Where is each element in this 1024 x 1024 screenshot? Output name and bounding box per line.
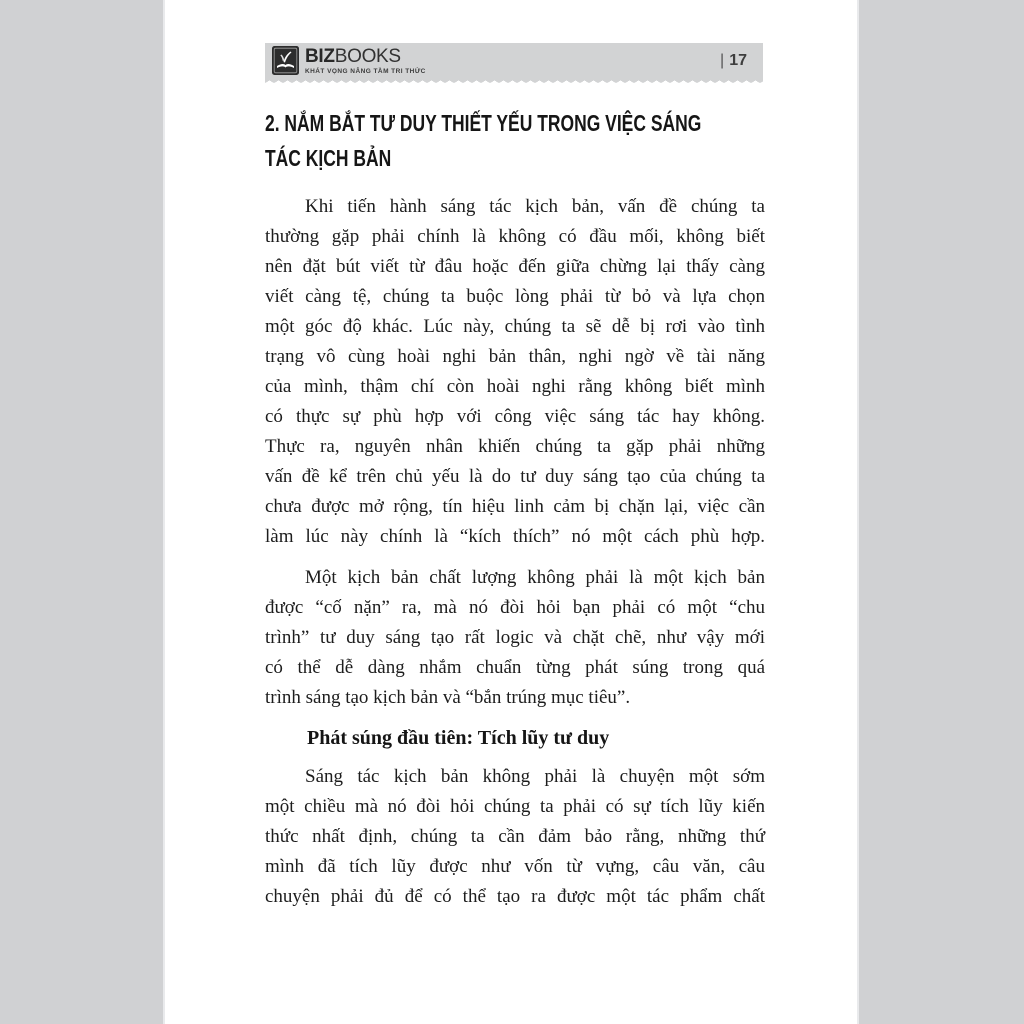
text-line: thức nhất định, chúng ta cần đảm bảo rằng, những thứ (265, 826, 765, 847)
brand-books: BOOKS (334, 45, 401, 67)
text-line: Khi tiến hành sáng tác kịch bản, vấn đề chúng ta (305, 196, 765, 217)
text-line: có thể dễ dàng nhắm chuẩn từng phát súng trong quá (265, 657, 765, 678)
brand-name (305, 47, 426, 66)
page-content (265, 43, 765, 923)
text-line: một chiều mà nó đòi hỏi chúng ta phải có sự tích lũy kiến (265, 796, 765, 817)
text-line: viết càng tệ, chúng ta buộc lòng phải từ bỏ và lựa chọn (265, 286, 765, 307)
subheading: Phát súng đầu tiên: Tích lũy tư duy (307, 727, 610, 749)
text-line: trình” tư duy sáng tạo rất logic và chặt chẽ, như vậy mới (265, 627, 765, 648)
section-heading (265, 106, 765, 176)
paragraph-3 (265, 762, 765, 912)
text-line: trạng vô cùng hoài nghi bản thân, nghi ngờ về tài năng (265, 346, 765, 367)
page-number (720, 52, 747, 70)
page-number-value: 17 (729, 51, 747, 69)
paragraph-2 (265, 563, 765, 713)
text-line: thường gặp phải chính là không có đầu mối, không biết (265, 226, 765, 247)
page-header-bar (265, 43, 763, 78)
text-line: TÁC KỊCH BẢN (265, 145, 392, 171)
text-line: trình sáng tạo kịch bản và “bắn trúng mục tiêu”. (265, 687, 631, 708)
text-line: một góc độ khác. Lúc này, chúng ta sẽ dễ bị rơi vào tình (265, 316, 765, 337)
brand-biz: BIZ (305, 45, 335, 67)
paragraph-1 (265, 192, 765, 552)
book-page (163, 0, 859, 1024)
brand-text (305, 47, 426, 75)
text-line: Một kịch bản chất lượng không phải là một kịch bản (305, 567, 765, 588)
text-line: vấn đề kể trên chủ yếu là do tư duy sáng tạo của chúng ta (265, 466, 765, 487)
text-line: chưa được mở rộng, tín hiệu linh cảm bị chặn lại, việc cần (265, 496, 765, 517)
text-line: 2. NẮM BẮT TƯ DUY THIẾT YẾU TRONG VIỆC SÁNG (265, 110, 702, 136)
publisher-logo (272, 46, 426, 75)
text-line: của mình, thậm chí còn hoài nghi rằng không biết mình (265, 376, 765, 397)
perforation-edge (265, 78, 763, 83)
text-line: làm lúc này chính là “kích thích” nó một cách phù hợp. (265, 526, 765, 547)
text-line: Sáng tác kịch bản không phải là chuyện một sớm (305, 766, 765, 787)
text-line: Thực ra, nguyên nhân khiến chúng ta gặp phải những (265, 436, 765, 457)
book-logo-icon (272, 46, 299, 75)
text-line: mình đã tích lũy được như vốn từ vựng, câu văn, câu (265, 856, 765, 877)
page-number-separator: | (720, 51, 725, 69)
text-line: chuyện phải đủ để có thể tạo ra được một tác phẩm chất (265, 886, 765, 907)
brand-tagline: KHÁT VỌNG NÂNG TẦM TRI THỨC (305, 67, 426, 75)
text-line: nên đặt bút viết từ đâu hoặc đến giữa chừng lại thấy càng (265, 256, 765, 277)
text-line: có thực sự phù hợp với công việc sáng tác hay không. (265, 406, 765, 427)
text-line: được “cố nặn” ra, mà nó đòi hỏi bạn phải có một “chu (265, 597, 765, 618)
